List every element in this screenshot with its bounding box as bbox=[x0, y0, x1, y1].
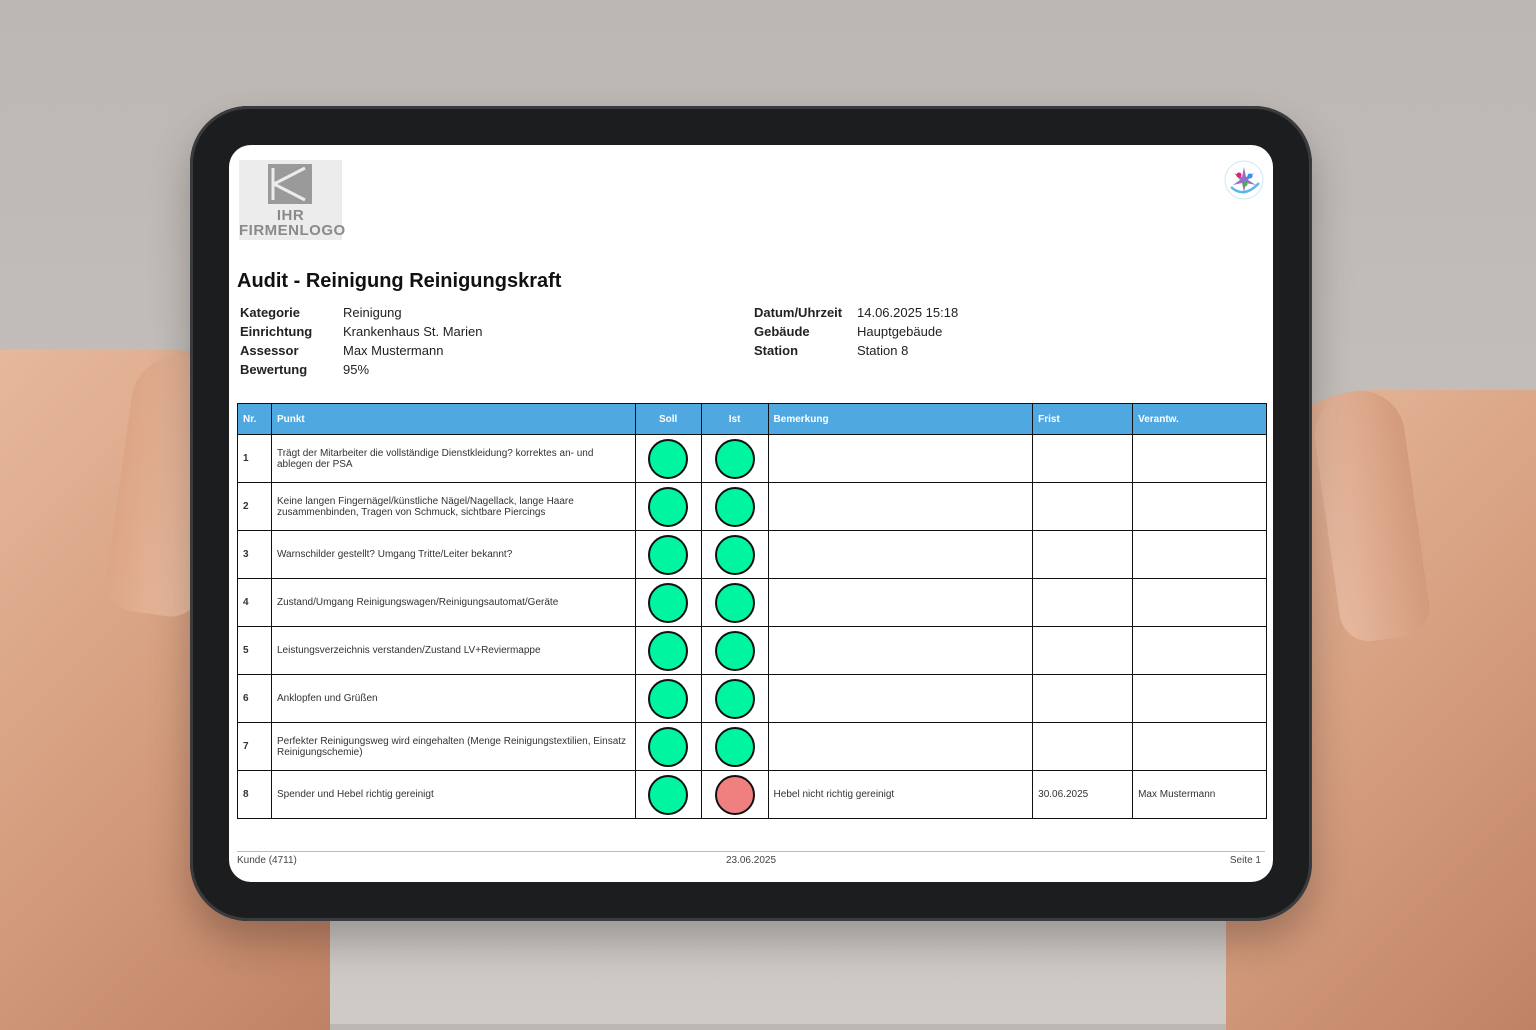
table-row bbox=[238, 435, 1267, 483]
row-bemerkung bbox=[768, 579, 1033, 627]
row-ist bbox=[701, 435, 768, 483]
report-title: Audit - Reinigung Reinigungskraft bbox=[237, 270, 562, 292]
row-ist bbox=[701, 723, 768, 771]
row-verantw bbox=[1133, 723, 1267, 771]
table-row bbox=[238, 723, 1267, 771]
ist-status-green-icon bbox=[715, 487, 755, 527]
row-bemerkung bbox=[768, 723, 1033, 771]
tablet-screen bbox=[229, 145, 1273, 882]
table-row bbox=[238, 627, 1267, 675]
row-number: 2 bbox=[238, 483, 272, 531]
col-header-soll: Soll bbox=[635, 404, 701, 435]
soll-status-green-icon bbox=[648, 535, 688, 575]
meta-row-kategorie bbox=[240, 305, 482, 324]
row-ist bbox=[701, 579, 768, 627]
row-verantw bbox=[1133, 483, 1267, 531]
row-verantw: Max Mustermann bbox=[1133, 771, 1267, 819]
row-verantw bbox=[1133, 579, 1267, 627]
brand-star-icon bbox=[1223, 159, 1265, 201]
meta-row-assessor bbox=[240, 343, 482, 362]
row-verantw bbox=[1133, 675, 1267, 723]
meta-key: Datum/Uhrzeit bbox=[754, 305, 843, 320]
meta-key: Station bbox=[754, 343, 799, 358]
row-bemerkung bbox=[768, 627, 1033, 675]
col-header-nr: Nr. bbox=[238, 404, 272, 435]
meta-value: Max Mustermann bbox=[343, 343, 444, 358]
row-number: 5 bbox=[238, 627, 272, 675]
row-frist bbox=[1033, 531, 1133, 579]
row-frist bbox=[1033, 627, 1133, 675]
logo-line-2: FIRMENLOGO bbox=[239, 222, 346, 239]
row-frist bbox=[1033, 483, 1133, 531]
meta-row-gebaeude bbox=[754, 324, 958, 343]
row-soll bbox=[635, 675, 701, 723]
col-header-ist: Ist bbox=[701, 404, 768, 435]
row-punkt: Perfekter Reinigungsweg wird eingehalten (Menge Reinigungstextilien, Einsatz Reinigungschemie) bbox=[271, 723, 635, 771]
ist-status-green-icon bbox=[715, 583, 755, 623]
footer-page: Seite 1 bbox=[1229, 855, 1261, 866]
company-logo bbox=[239, 160, 346, 240]
row-punkt: Leistungsverzeichnis verstanden/Zustand LV+Reviermappe bbox=[271, 627, 635, 675]
row-frist bbox=[1033, 675, 1133, 723]
meta-left bbox=[240, 305, 482, 381]
col-header-bemerkung: Bemerkung bbox=[768, 404, 1033, 435]
row-punkt: Trägt der Mitarbeiter die vollständige Dienstkleidung? korrektes an- und ablegen der PSA bbox=[271, 435, 635, 483]
row-soll bbox=[635, 435, 701, 483]
row-bemerkung bbox=[768, 435, 1033, 483]
row-ist bbox=[701, 483, 768, 531]
row-ist bbox=[701, 531, 768, 579]
row-soll bbox=[635, 771, 701, 819]
footer-divider bbox=[237, 851, 1265, 852]
row-punkt: Anklopfen und Grüßen bbox=[271, 675, 635, 723]
soll-status-green-icon bbox=[648, 727, 688, 767]
row-soll bbox=[635, 579, 701, 627]
meta-key: Gebäude bbox=[754, 324, 810, 339]
table-row bbox=[238, 771, 1267, 819]
row-punkt: Spender und Hebel richtig gereinigt bbox=[271, 771, 635, 819]
meta-key: Bewertung bbox=[240, 362, 308, 377]
row-number: 4 bbox=[238, 579, 272, 627]
row-ist bbox=[701, 675, 768, 723]
meta-row-station bbox=[754, 343, 958, 362]
row-soll bbox=[635, 627, 701, 675]
col-header-punkt: Punkt bbox=[271, 404, 635, 435]
meta-row-bewertung bbox=[240, 362, 482, 381]
row-soll bbox=[635, 483, 701, 531]
table-row bbox=[238, 483, 1267, 531]
ist-status-green-icon bbox=[715, 631, 755, 671]
row-punkt: Warnschilder gestellt? Umgang Tritte/Leiter bekannt? bbox=[271, 531, 635, 579]
row-bemerkung bbox=[768, 483, 1033, 531]
table-row bbox=[238, 531, 1267, 579]
table-header-row bbox=[238, 404, 1267, 435]
row-frist bbox=[1033, 723, 1133, 771]
row-punkt: Zustand/Umgang Reinigungswagen/Reinigungsautomat/Geräte bbox=[271, 579, 635, 627]
meta-key: Kategorie bbox=[240, 305, 300, 320]
table-row bbox=[238, 675, 1267, 723]
col-header-frist: Frist bbox=[1033, 404, 1133, 435]
row-punkt: Keine langen Fingernägel/künstliche Nägel/Nagellack, lange Haare zusammenbinden, Tragen von Schmuck, sichtbare Piercings bbox=[271, 483, 635, 531]
col-header-verantw: Verantw. bbox=[1133, 404, 1267, 435]
ist-status-green-icon bbox=[715, 439, 755, 479]
row-bemerkung bbox=[768, 675, 1033, 723]
meta-row-datum bbox=[754, 305, 958, 324]
table-row bbox=[238, 579, 1267, 627]
row-ist bbox=[701, 771, 768, 819]
row-verantw bbox=[1133, 435, 1267, 483]
meta-row-einrichtung bbox=[240, 324, 482, 343]
row-soll bbox=[635, 531, 701, 579]
soll-status-green-icon bbox=[648, 583, 688, 623]
meta-right bbox=[754, 305, 958, 362]
footer-date: 23.06.2025 bbox=[725, 855, 777, 866]
row-number: 1 bbox=[238, 435, 272, 483]
soll-status-green-icon bbox=[648, 775, 688, 815]
meta-value: Krankenhaus St. Marien bbox=[343, 324, 483, 339]
row-number: 7 bbox=[238, 723, 272, 771]
meta-key: Assessor bbox=[240, 343, 299, 358]
meta-value: 14.06.2025 15:18 bbox=[857, 305, 959, 320]
row-number: 8 bbox=[238, 771, 272, 819]
ist-status-red-icon bbox=[715, 775, 755, 815]
ist-status-green-icon bbox=[715, 679, 755, 719]
audit-table bbox=[237, 403, 1267, 819]
row-frist bbox=[1033, 435, 1133, 483]
soll-status-green-icon bbox=[648, 487, 688, 527]
logo-line-1: IHR bbox=[276, 207, 305, 224]
row-frist bbox=[1033, 579, 1133, 627]
row-soll bbox=[635, 723, 701, 771]
row-frist: 30.06.2025 bbox=[1033, 771, 1133, 819]
ist-status-green-icon bbox=[715, 727, 755, 767]
audit-table-body bbox=[238, 435, 1267, 819]
footer-customer: Kunde (4711) bbox=[237, 855, 297, 866]
ist-status-green-icon bbox=[715, 535, 755, 575]
logo-text bbox=[239, 207, 346, 239]
meta-value: Hauptgebäude bbox=[857, 324, 943, 339]
row-verantw bbox=[1133, 531, 1267, 579]
soll-status-green-icon bbox=[648, 439, 688, 479]
row-number: 3 bbox=[238, 531, 272, 579]
meta-key: Einrichtung bbox=[240, 324, 313, 339]
row-verantw bbox=[1133, 627, 1267, 675]
meta-value: Reinigung bbox=[343, 305, 402, 320]
row-ist bbox=[701, 627, 768, 675]
row-bemerkung: Hebel nicht richtig gereinigt bbox=[768, 771, 1033, 819]
row-bemerkung bbox=[768, 531, 1033, 579]
soll-status-green-icon bbox=[648, 679, 688, 719]
meta-value: Station 8 bbox=[857, 343, 909, 358]
row-number: 6 bbox=[238, 675, 272, 723]
logo-mark-icon bbox=[267, 163, 313, 205]
soll-status-green-icon bbox=[648, 631, 688, 671]
meta-value: 95% bbox=[343, 362, 370, 377]
